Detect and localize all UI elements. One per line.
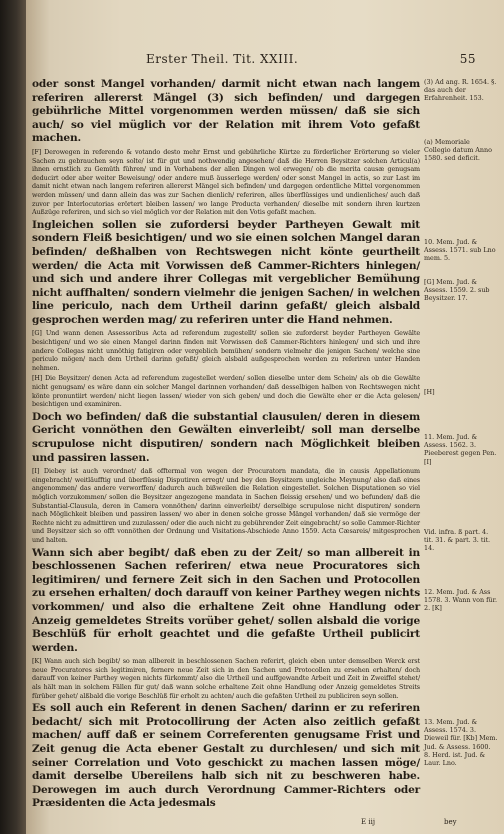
paragraph: Ingleichen sollen sie zufordersi beyder Partheyen Gewalt mit sondern Fleiß besichtigen/ und wo sie einen solchen Mangel daran befinden/ deßhalben von Rechtswegen nicht könte geurtheilt werden/ die Acta mit Vorwissen deß Cammer-Richters hinlegen/ und sich und andere ihrer Collegas mit vergeblicher Bemühung nicht auffhalten/ sondern vielmehr die jenigen Sachen/ in welchen line periculo, nach dem Urtheil darinn gefaßt/ gleich alsbald gesprochen werden mag/ zu referiren unter die Hand nehmen. — [32, 218, 420, 326]
catchword: bey — [444, 818, 457, 826]
page-footer — [26, 818, 504, 830]
running-title: Erster Theil. Tit. XXIII. — [146, 52, 299, 66]
paragraph: [F] Derowegen in referendo & votando desto mehr Ernst und gebührliche Kürtze zu förderlicher Erörterung so vieler Sachen zu gebrauchen seyn solte/ ist für gut und nothwendig angesehen/ daß die Herren Beysitzer solchen Articul(a) ihnen ernstlich zu Gemüth führen/ und in Vorhabens der allen Dingen wol erwegen/ ob die merita causæ genugsam deducirt oder aber weiter Beweisung/ oder andere muß äusserlege werden/ oder sonst Mangel in actis, so zur Last im damit nicht etwan nach langem referiren allererst Mängel sich befinden/ und dargegen ordentliche Mittel vorgenommen werden müssen/ und dann allein das was zur Sachen dienlich/ referiren, alles überflüssiges und undienliches/ auch daß zuvor per Interlocutorias erörtert bleiben lassen/ wo lange Producta verhanden/ dieselbe mit sondern ihren kurtzen Außzüge referiren, und sich so viel möglich vor der Relation mit den Votis gefaßt machen. — [32, 147, 420, 217]
margin-note: (a) Memoriale Collegio datum Anno 1580. sed deficit. — [424, 138, 492, 163]
margin-note: Vid. infra. ß part. 4. tit. 31. & part. 3. tit. 14. — [424, 528, 491, 553]
margin-note: 13. Mem. Jud. & Assess. 1574. 3. Dieweil für. [Kb] Mem. Jud. & Assess. 1600. 8. Herd. ist. Jud. & Laur. Lno. — [424, 718, 498, 768]
page-number: 55 — [459, 52, 476, 66]
paragraph: oder sonst Mangel vorhanden/ darmit nicht etwan nach langem referiren allererst Mängel (3) sich befinden/ und dargegen gebührliche Mittel vorgenommen werden müssen/ daß sie sich auch/ so viel müglich vor der Relation mit ihrem Voto gefaßt machen. — [32, 78, 420, 145]
margin-note: [H] — [424, 388, 435, 396]
paragraph: [K] Wann auch sich begibt/ so man allbereit in beschlossenen Sachen referirt, gleich eben unter demselben Werck erst neue Procuratores sich legitimiren, fernere neue Zeit sich in den Sachen und Protocollen zu ersehen erhalten/ doch darauff von keiner Parthey wegen nichts fürkommt/ also die Urtheil und auffgewandte Arbeit und Zeit in Zweiffel stehet/ als hält man in solchem Fällen für gut/ daß wann solche erhaltene Zeit ohne Handlung oder Anzeig gemeldetes Streits fürüber gehet/ alßbald die vorige Beschlüß für erholt zu achten/ auch die gefaßten Urtheil zu publiciren seyn sollen. — [32, 657, 420, 700]
body-text — [32, 78, 420, 813]
paragraph: [G] Und wann denen Assessoribus Acta ad referendum zugestellt/ sollen sie zuforderst beyder Partheyen Gewälte besichtigen/ und wo sie einen Mangel darinn finden mit Vorwissen deß Cammer-Richters hinlegen/ und sich und ihre andere Collegas nicht unnöthig fatigiren oder vergeblich bemühen/ sondern vielmehr die jenigen Sachen/ welche sine periculo mögen/ nach dem Urtheil darinn gefaßt/ gleich alsbald außgesprochen werden zu referiren unter Handen nehmen. — [32, 329, 420, 372]
paragraph: Es soll auch ein Referent in denen Sachen/ darinn er zu referiren bedacht/ sich mit Protocollirung der Acten also zeitlich gefaßt machen/ auff daß er seinem Correferenten genugsame Frist und Zeit genug die Acta ebener Gestalt zu durchlesen/ und sich mit seiner Correlation und Voto geschickt zu machen lassen möge/ damit derselbe Ubereilens halb sich nit zu beschweren habe. Derowegen im auch durch Verordnung Cammer-Richters oder Præsidenten die Acta jedesmals — [32, 702, 420, 810]
paragraph: [H] Die Beysitzer/ denen Acta ad referendum zugestellet werden/ sollen dieselbe unter dem Schein/ als ob die Gewälte nicht genugsam/ es wäre dann ein solcher Mangel darinnen vorhanden/ daß desselbigen halben von Rechtswegen nicht könte pronuntiirt werden/ nicht liegen lassen/ wieder von sich geben/ und doch die Gewälte eher er die Acta gelesen/ besichtigen und examiniren. — [32, 374, 420, 409]
margin-note: [G] Mem. Jud. & Assess. 1559. 2. sub Beysitzer. 17. — [424, 278, 490, 303]
margin-note: 12. Mem. Jud. & Ass 1578. 3. Wann von für. 2. [K] — [424, 588, 498, 613]
paragraph: Doch wo befinden/ daß die substantial clausulen/ deren in diesem Gericht vonnöthen den Gewälten einverleibt/ soll man derselbe scrupulose nicht disputiren/ sondern nach Möglichkeit bleiben und passiren lassen. — [32, 410, 420, 464]
paragraph: [I] Diebey ist auch verordnet/ daß offtermal von wegen der Procuratorn mandata, die in causis Appellationum eingebracht/ weitläufftig und überflüssig Disputiren erregt/ und bey den Beysitzern ungleiche Meynung/ also daß eines angenommen/ das andere verworffen/ dadurch auch bißweilen die Relation eingestellet. Solchen Disputationen so viel möglich vorzukommen/ sollen die Beysitzer angezogene mandata in Sachen fleissig ersehen/ und wo befunden/ daß die Substantial-Clausula, deren in Camera vonnöthen/ darinn einverleibt/ derselbige scrupulose nicht disputiren/ sondern nach Möglichkeit bleiben und passiren lassen/ wo aber in denen solche grosse Mängel vorhanden/ daß sie vermöge der Rechte nicht zu admittiren und zuzulassen/ oder die auch nicht zu gebührender Zeit eingebracht/ so solle Cammer-Richter und Beysitzer sich so offt vonnöthen der Ordnung und Visitations-Abschiede Anno 1559. Acta Cæsareis/ mitgesprochen und halten. — [32, 467, 420, 544]
signature-mark: E iij — [361, 818, 375, 826]
margin-notes — [424, 78, 498, 818]
margin-note: 11. Mem. Jud. & Assess. 1562. 3. Pieeberest gegen Pen. [I] — [424, 433, 497, 466]
paragraph: Wann sich aber begibt/ daß eben zu der Zeit/ so man allbereit in beschlossenen Sachen referiren/ etwa neue Procuratores sich legitimiren/ und fernere Zeit sich in den Sachen und Protocollen zu ersehen erhalten/ doch darauff von keiner Parthey wegen nichts vorkommen/ und also die erhaltene Zeit ohne Handlung oder Anzeig gemeldetes Streits vorüber gehet/ sollen alsbald die vorige Beschlüß für erholt geachtet und die gefaßte Urtheil publicirt werden. — [32, 546, 420, 654]
margin-note: 10. Mem. Jud. & Assess. 1571. sub Lno mem. 5. — [424, 238, 496, 263]
margin-note: (3) Ad ang. R. 1654. §. das auch der Erfahrenheit. 153. — [424, 78, 497, 103]
book-page — [26, 0, 504, 834]
